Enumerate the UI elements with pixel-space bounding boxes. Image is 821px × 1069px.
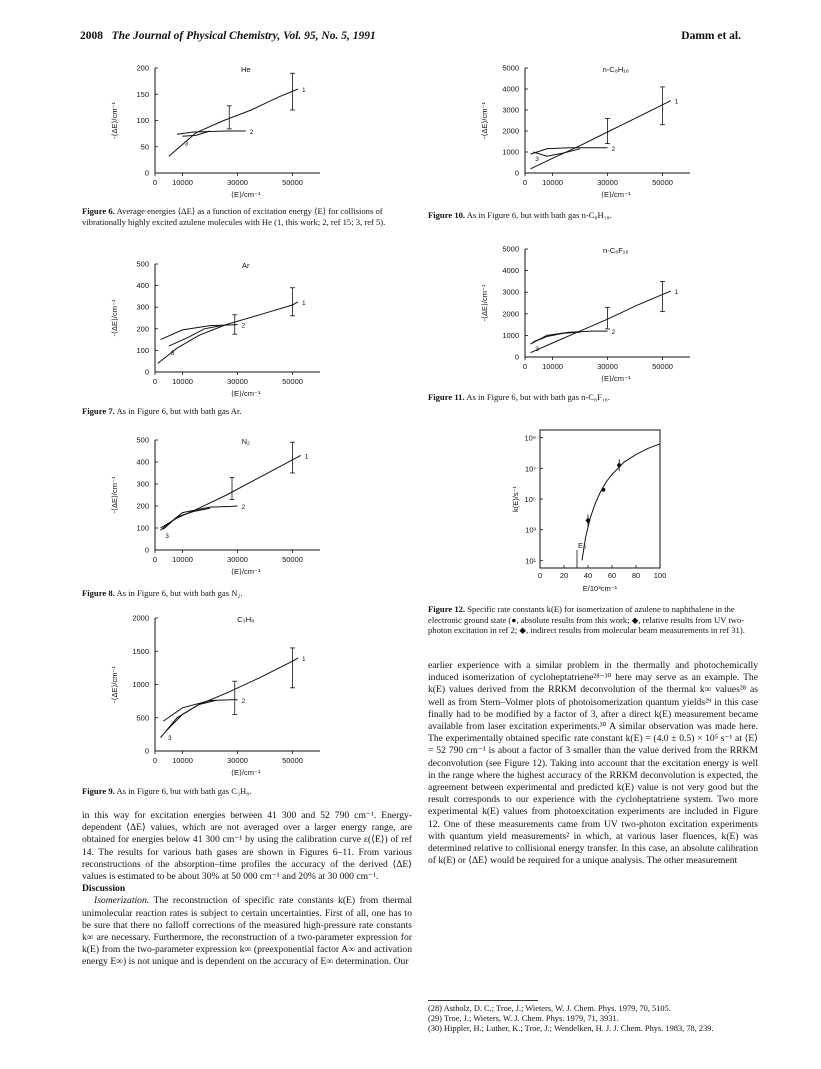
- y-tick-label: 3000: [502, 287, 519, 297]
- series-label-2: 2: [611, 329, 616, 337]
- x-tick-label: 10000: [542, 362, 563, 371]
- x-axis-label: ⟨E⟩/cm⁻¹: [231, 190, 261, 199]
- y-axis-label: k(E)/s⁻¹: [511, 485, 520, 513]
- x-tick-label: 0: [522, 362, 528, 371]
- series-label-3: 3: [170, 350, 175, 358]
- series-label-3: 3: [535, 345, 539, 353]
- chart-title: n-C₈F₁₈: [603, 246, 629, 255]
- y-tick-label: 500: [136, 435, 149, 445]
- x-tick-label: 0: [152, 377, 158, 386]
- x-tick-label: 50000: [282, 756, 303, 765]
- series-label-2: 2: [241, 504, 246, 511]
- caption-text: Specific rate constants k(E) for isomerization of azulene to naphthalene in the electronic ground state (●, absolute results from this work; ◆, relative results from UV two-photon excitation in ref 2; ◆, indirect results from molecular beam measurements in ref 31).: [428, 604, 745, 635]
- caption-label: Figure 7.: [82, 406, 115, 416]
- y-tick-label: 10⁵: [524, 495, 536, 504]
- figure-12-caption: [428, 604, 758, 636]
- y-tick-label: 5000: [502, 244, 519, 254]
- page-number: 2008: [80, 30, 103, 42]
- y-tick-label: 500: [136, 713, 149, 723]
- x-tick-label: 50000: [652, 362, 673, 371]
- y-axis-label: -⟨ΔE⟩/cm⁻¹: [110, 476, 119, 514]
- y-tick-label: 2000: [132, 613, 149, 623]
- figure-11-caption: [428, 392, 758, 403]
- y-tick-label: 1000: [132, 680, 149, 689]
- x-tick-label: 0: [152, 178, 158, 187]
- y-tick-label: 200: [136, 501, 149, 511]
- x-axis-label: ⟨E⟩/cm⁻¹: [231, 389, 261, 398]
- x-axis-label: ⟨E⟩/cm⁻¹: [231, 768, 261, 777]
- series-label-3: 3: [165, 533, 169, 541]
- caption-text: As in Figure 6, but with bath gas n-C₈F₁₈.: [466, 392, 610, 402]
- y-tick-label: 10⁷: [524, 464, 536, 474]
- y-tick-label: 10³: [525, 525, 536, 535]
- y-tick-label: 1000: [502, 330, 519, 340]
- y-tick-label: 10¹: [525, 556, 536, 566]
- run-in-heading: Isomerization.: [94, 895, 150, 907]
- y-tick-label: 400: [136, 281, 149, 291]
- y-tick-label: 150: [136, 89, 149, 99]
- caption-text: As in Figure 6, but with bath gas C₃H₈.: [116, 786, 252, 796]
- rrkm-curve: [582, 444, 660, 561]
- x-tick-label: 50000: [282, 178, 303, 187]
- y-tick-label: 0: [514, 168, 519, 178]
- x-tick-label: 50000: [652, 178, 673, 187]
- y-tick-label: 4000: [502, 84, 519, 94]
- series-label-1: 1: [302, 87, 306, 94]
- series-line-3: [166, 701, 216, 732]
- figure-6-chart: [100, 55, 350, 199]
- series-label-2: 2: [241, 697, 246, 705]
- caption-label: Figure 9.: [82, 786, 115, 796]
- y-tick-label: 200: [136, 324, 149, 334]
- x-tick-label: 10000: [172, 756, 193, 765]
- y-axis-label: -⟨ΔE⟩/cm⁻¹: [110, 666, 119, 703]
- x-tick-label: 10000: [172, 178, 193, 187]
- chart-title: n-C₈H₁₈: [602, 65, 629, 74]
- chart-title: C₃H₈: [237, 615, 255, 624]
- x-tick-label: 0: [522, 178, 528, 187]
- series-label-1: 1: [302, 299, 306, 307]
- series-line-1: [531, 291, 671, 353]
- left-column-text: [82, 810, 412, 969]
- reference-item: (30) Hippler, H.; Luther, K.; Troe, J.; Wendelken, H. J. J. Chem. Phys. 1983, 78, 239.: [428, 1024, 714, 1034]
- figure-12-chart: [500, 418, 690, 600]
- series-label-1: 1: [674, 289, 679, 297]
- y-axis-label: -⟨ΔE⟩/cm⁻¹: [110, 299, 119, 337]
- figure-10-chart: [480, 55, 720, 200]
- chart-title: N₂: [241, 437, 250, 446]
- series-label-1: 1: [304, 453, 309, 461]
- plot-frame: [540, 430, 660, 568]
- y-tick-label: 2000: [502, 309, 519, 319]
- caption-label: Figure 10.: [428, 210, 466, 220]
- y-tick-label: 500: [136, 259, 149, 269]
- x-tick-label: 10000: [172, 377, 193, 386]
- x-tick-label: 30000: [227, 377, 248, 386]
- figure-10-caption: [428, 210, 758, 221]
- y-tick-label: 0: [144, 545, 149, 555]
- series-line-1: [531, 101, 671, 169]
- figure-7-caption: [82, 406, 412, 417]
- series-label-2: 2: [241, 322, 246, 330]
- series-line-3: [533, 149, 580, 156]
- y-tick-label: 0: [514, 352, 519, 362]
- x-tick-label: 30000: [227, 756, 248, 765]
- figure-9-caption: [82, 786, 412, 797]
- y-tick-label: 1500: [132, 646, 149, 656]
- paragraph: in this way for excitation energies between 41 300 and 52 790 cm⁻¹. Energy-dependent ⟨ΔE⟩ values, which are not averaged over a larger energy range, are obtained for energies below 41 300 cm⁻¹ by using the calibration curve ε(⟨E⟩) of ref 14. The results for various bath gases are shown in Figures 6–11. From various reconstructions of the absorption–time profiles the accuracy of the derived ⟨ΔE⟩ values is estimated to be about 30% at 50 000 cm⁻¹ and 20% at 30 000 cm⁻¹.: [82, 810, 412, 883]
- series-line-2: [163, 700, 237, 721]
- series-label-3: 3: [535, 156, 539, 163]
- journal-title: The Journal of Physical Chemistry, Vol. 95, No. 5, 1991: [111, 30, 376, 42]
- y-axis-label: -⟨ΔE⟩/cm⁻¹: [480, 284, 489, 322]
- figure-11-chart: [480, 235, 720, 385]
- y-tick-label: 3000: [502, 105, 519, 115]
- right-column-text: [428, 660, 758, 867]
- series-label-3: 3: [168, 735, 172, 743]
- y-tick-label: 0: [144, 367, 149, 377]
- series-label-1: 1: [674, 98, 679, 106]
- x-axis-label: ⟨E⟩/cm⁻¹: [601, 190, 631, 199]
- y-tick-label: 400: [136, 457, 149, 467]
- caption-text: As in Figure 6, but with bath gas n-C₈H₁₈.: [466, 210, 612, 220]
- x-tick-label: 30000: [597, 178, 618, 187]
- chart-title: He: [240, 65, 251, 74]
- y-tick-label: 100: [136, 116, 149, 125]
- running-header-left: [80, 30, 376, 42]
- caption-label: Figure 12.: [428, 604, 466, 614]
- paragraph: earlier experience with a similar problem in the thermally and photochemically induced isomerization of cycloheptatriene²⁸⁻³⁰ here may serve as an example. The k(E) values derived from the RRKM deconvolution of the thermal k∞ values²⁸ as well as from Stern–Volmer plots of photoisomerization quantum yields²⁹ in this case finally had to be modified by a factor of 3, after a direct k(E) measurement became available from laser excitation experiments.³⁰ A similar observation was made here. The experimentally obtained specific rate constant k(E) = (4.0 ± 0.5) × 10⁵ s⁻¹ at ⟨E⟩ = 52 790 cm⁻¹ is about a factor of 3 smaller than the value derived from the RRKM deconvolution (see Figure 12). Taking into account that the excitation energy is well in the range where the highest accuracy of the RRKM deconvolution is expected, the agreement between experimental and predicted k(E) value is not very good but the result corresponds to our experience with the cycloheptatriene system. Two more experimental k(E) values from photoexcitation experiments are included in Figure 12. One of these measurements came from UV two-photon excitation experiments with quantum yield measurements² in which, at various laser fluences, k(E) was determined relative to collisional energy transfer. In this case, an absolute calibration of k(E) or ⟨ΔE⟩ would be required for a unique analysis. The other measurement: [428, 660, 758, 867]
- caption-label: Figure 8.: [82, 588, 115, 598]
- series-line-1: [158, 302, 298, 364]
- x-axis-label: ⟨E⟩/cm⁻¹: [601, 374, 631, 383]
- x-tick-label: 10000: [172, 555, 193, 564]
- y-tick-label: 5000: [502, 63, 519, 73]
- figure-6-caption: [82, 206, 412, 227]
- x-tick-label: 40: [583, 571, 593, 580]
- y-tick-label: 300: [136, 479, 149, 489]
- chart-title: Ar: [242, 261, 250, 270]
- series-line-1: [161, 658, 299, 738]
- x-tick-label: 30000: [227, 555, 248, 564]
- series-line-2: [161, 506, 238, 530]
- x-tick-label: 20: [559, 571, 569, 580]
- figure-8-caption: [82, 588, 412, 599]
- caption-label: Figure 6.: [82, 206, 115, 216]
- series-line-3: [169, 326, 221, 347]
- x-tick-label: 10000: [542, 178, 563, 187]
- x-tick-label: 80: [631, 571, 641, 580]
- x-tick-label: 0: [152, 555, 158, 564]
- y-tick-label: 0: [144, 168, 149, 178]
- y-axis-label: -⟨ΔE⟩/cm⁻¹: [110, 102, 119, 139]
- x-axis-label: ⟨E⟩/cm⁻¹: [231, 567, 261, 576]
- y-tick-label: 2000: [502, 126, 519, 136]
- x-tick-label: 0: [537, 571, 543, 580]
- y-tick-label: 4000: [502, 266, 519, 276]
- figure-8-chart: [100, 428, 350, 578]
- series-line-2: [177, 131, 246, 134]
- x-tick-label: 60: [607, 571, 617, 580]
- y-tick-label: 0: [144, 746, 149, 756]
- y-tick-label: 1000: [502, 147, 519, 157]
- y-tick-label: 300: [136, 302, 149, 312]
- running-header-authors: Damm et al.: [681, 30, 741, 42]
- x-tick-label: 0: [152, 756, 158, 765]
- y-tick-label: 10⁹: [524, 433, 536, 443]
- series-line-1: [161, 455, 301, 528]
- series-label-2: 2: [249, 129, 254, 136]
- figure-9-chart: [100, 606, 350, 776]
- y-tick-label: 100: [136, 523, 149, 533]
- footnote-rule: [428, 1000, 538, 1001]
- reference-item: (28) Astholz, D. C.; Troe, J.; Wieters, W. J. Chem. Phys. 1979, 70, 5105.: [428, 1004, 671, 1013]
- series-line-1: [169, 89, 298, 156]
- paragraph: [82, 895, 412, 968]
- x-tick-label: 50000: [282, 377, 303, 386]
- references: [428, 1004, 758, 1035]
- series-label-1: 1: [302, 655, 306, 663]
- caption-text: As in Figure 6, but with bath gas Ar.: [116, 406, 242, 416]
- x-tick-label: 30000: [597, 362, 618, 371]
- section-heading: Discussion: [82, 883, 126, 895]
- x-tick-label: 30000: [227, 178, 248, 187]
- y-tick-label: 100: [136, 345, 149, 355]
- series-label-3: 3: [184, 140, 189, 148]
- data-point-circle: [601, 488, 605, 492]
- caption-text: As in Figure 6, but with bath gas N₂.: [116, 588, 243, 598]
- e0-label: E₀: [578, 541, 587, 550]
- reference-item: (29) Troe, J.; Wieters, W. J. Chem. Phys. 1979, 71, 3931.: [428, 1014, 619, 1024]
- figure-7-chart: [100, 252, 350, 397]
- x-axis-label: E/10³cm⁻¹: [582, 584, 618, 593]
- caption-label: Figure 11.: [428, 392, 465, 402]
- x-tick-label: 100: [653, 571, 667, 580]
- x-tick-label: 50000: [282, 555, 303, 564]
- y-axis-label: -⟨ΔE⟩/cm⁻¹: [480, 102, 489, 139]
- caption-text: Average energies ⟨ΔE⟩ as a function of excitation energy ⟨E⟩ for collisions of vibrationally highly excited azulene molecules with He (1, this work; 2, ref 15; 3, ref 5).: [82, 206, 386, 227]
- y-tick-label: 200: [136, 63, 149, 73]
- series-label-2: 2: [611, 145, 616, 153]
- y-tick-label: 50: [140, 142, 149, 152]
- paragraph-text: The reconstruction of specific rate constants k(E) from thermal unimolecular reaction rates is subject to certain uncertainties. First of all, one has to be sure that there no falloff corrections of the measured high-pressure rate constants k∞ are necessary. Furthermore, the reconstruction of a two-parameter expression for k(E) from the two-parameter expression k∞ (preexponential factor A∞ and activation energy E∞) is not unique and is dependent on the accuracy of E∞ determination. Our: [82, 895, 412, 968]
